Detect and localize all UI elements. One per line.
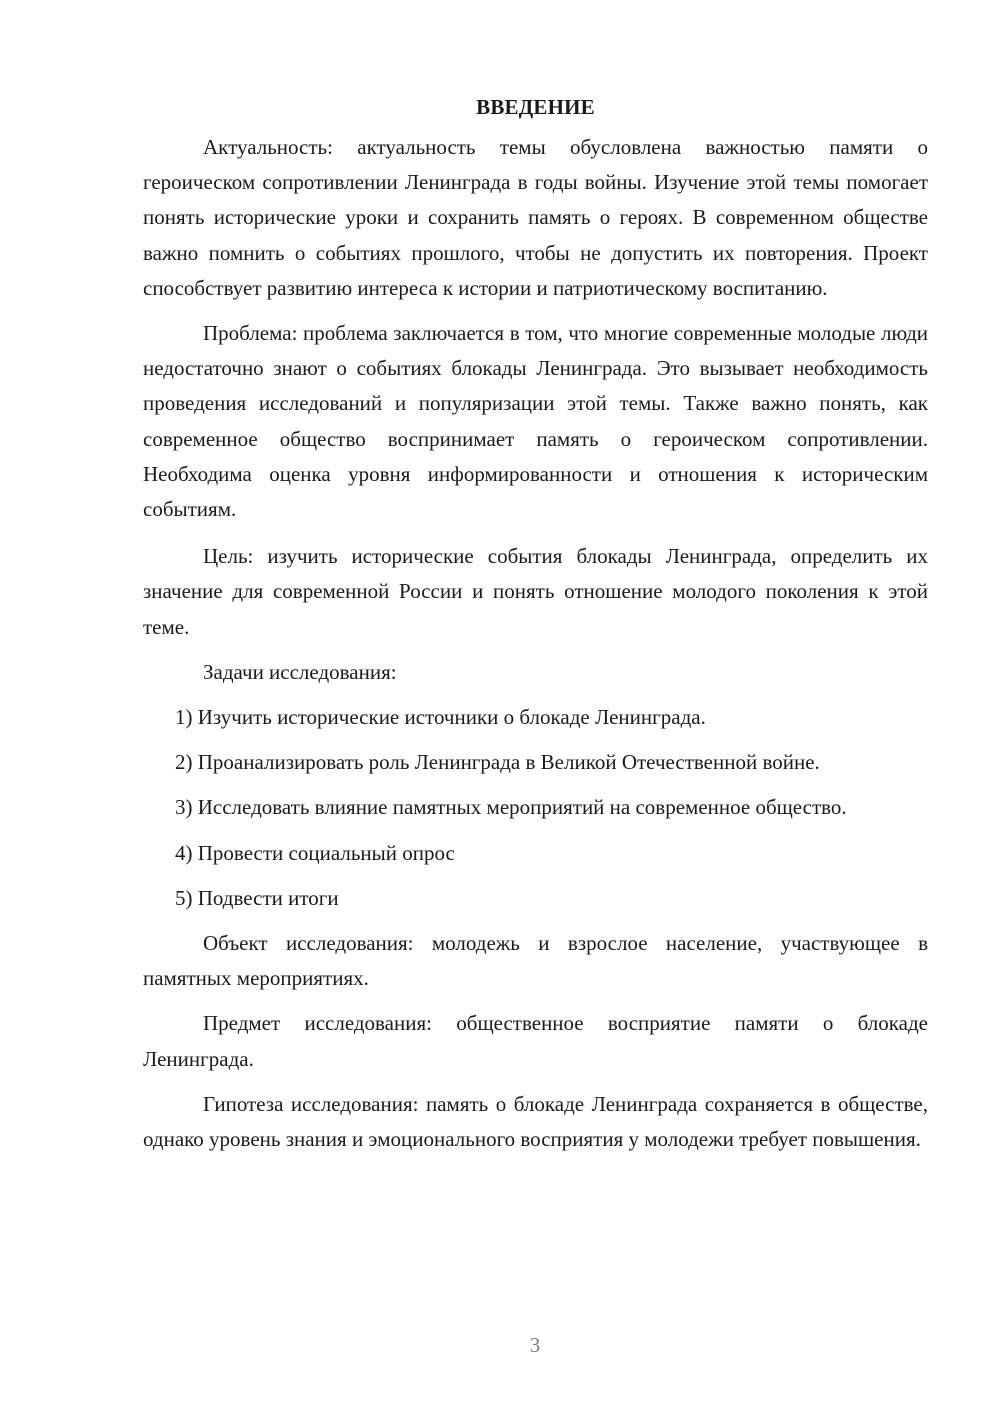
paragraph-object: Объект исследования: молодежь и взрослое население, участвующее в памятных мероприятиях. — [143, 931, 928, 991]
paragraph-goal: Цель: изучить исторические события блокады Ленинграда, определить их значение для современной России и понять отношение молодого поколения к этой теме. — [143, 544, 928, 639]
paragraph-problem: Проблема: проблема заключается в том, что многие современные молодые люди недостаточно знают о событиях блокады Ленинграда. Это вызывает необходимость проведения исследований и популяризации этой темы. Также важно понять, как современное общество воспринимает память о героическом сопротивлении. Необходима оценка уровня информированности и отношения к историческим событиям. — [143, 321, 928, 522]
document-page — [143, 88, 928, 1167]
task-item-5: 5) Подвести итоги — [175, 885, 339, 910]
paragraph-relevance: Актуальность: актуальность темы обусловлена важностью памяти о героическом сопротивлении Ленинграда в годы войны. Изучение этой темы помогает понять исторические уроки и сохранить память о героях. В современном обществе важно помнить о событиях прошлого, чтобы не допустить их повторения. Проект способствует развитию интереса к истории и патриотическому воспитанию. — [143, 135, 928, 300]
task-item-1: 1) Изучить исторические источники о блокаде Ленинграда. — [175, 705, 706, 730]
task-item-3: 3) Исследовать влияние памятных мероприятий на современное общество. — [175, 795, 847, 820]
paragraph-hypothesis: Гипотеза исследования: память о блокаде Ленинграда сохраняется в обществе, однако уровень знания и эмоционального восприятия у молодежи требует повышения. — [143, 1091, 928, 1152]
tasks-heading: Задачи исследования: — [203, 659, 397, 684]
page-number: 3 — [529, 1333, 541, 1357]
paragraph-subject: Предмет исследования: общественное восприятие памяти о блокаде Ленинграда. — [143, 1011, 928, 1071]
task-item-2: 2) Проанализировать роль Ленинграда в Великой Отечественной войне. — [175, 750, 820, 775]
task-item-4: 4) Провести социальный опрос — [175, 840, 455, 865]
section-title: ВВЕДЕНИЕ — [476, 95, 595, 119]
